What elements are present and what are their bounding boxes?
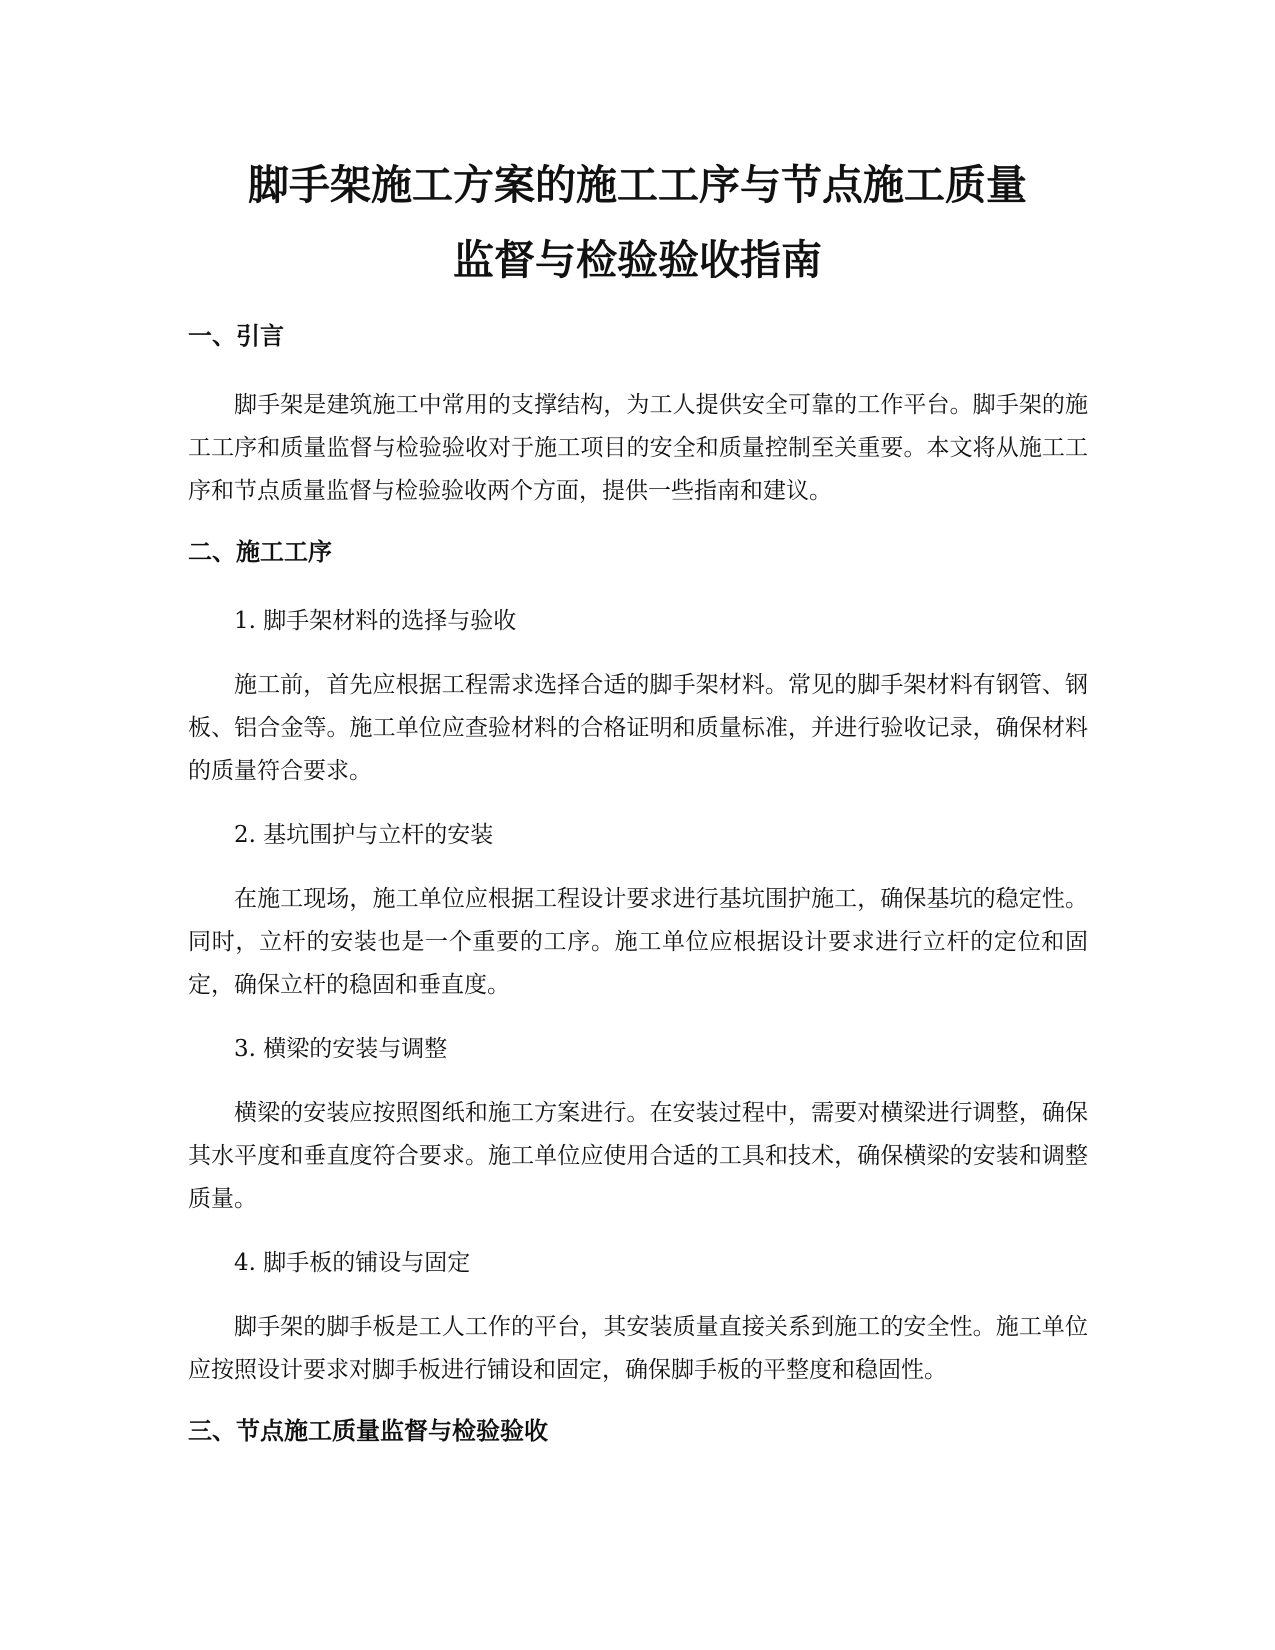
process-item-1-paragraph: 施工前，首先应根据工程需求选择合适的脚手架材料。常见的脚手架材料有钢管、钢板、铝合金等。施工单位应查验材料的合格证明和质量标准，并进行验收记录，确保材料的质量符合要求。 [188,672,1088,784]
process-item-1-title: 1. 脚手架材料的选择与验收 [234,608,517,634]
document-title [150,148,1125,298]
title-line-2: 监督与检验验收指南 [453,236,822,284]
process-item-2-title: 2. 基坑围护与立杆的安装 [234,822,494,848]
title-line-1: 脚手架施工方案的施工工序与节点施工质量 [248,161,1027,209]
section-heading-process: 二、施工工序 [188,538,332,566]
section-heading-quality: 三、节点施工质量监督与检验验收 [188,1417,548,1445]
intro-paragraph: 脚手架是建筑施工中常用的支撑结构，为工人提供安全可靠的工作平台。脚手架的施工工序和质量监督与检验验收对于施工项目的安全和质量控制至关重要。本文将从施工工序和节点质量监督与检验验收两个方面，提供一些指南和建议。 [188,392,1088,504]
process-item-3-paragraph: 横梁的安装应按照图纸和施工方案进行。在安装过程中，需要对横梁进行调整，确保其水平度和垂直度符合要求。施工单位应使用合适的工具和技术，确保横梁的安装和调整质量。 [188,1100,1088,1212]
document-body [188,318,1088,1479]
process-item-3-title: 3. 横梁的安装与调整 [234,1036,448,1062]
process-item-4-paragraph: 脚手架的脚手板是工人工作的平台，其安装质量直接关系到施工的安全性。施工单位应按照设计要求对脚手板进行铺设和固定，确保脚手板的平整度和稳固性。 [188,1314,1088,1383]
section-heading-intro: 一、引言 [188,322,284,350]
process-item-2-paragraph: 在施工现场，施工单位应根据工程设计要求进行基坑围护施工，确保基坑的稳定性。同时，立杆的安装也是一个重要的工序。施工单位应根据设计要求进行立杆的定位和固定，确保立杆的稳固和垂直度。 [188,886,1088,998]
process-item-4-title: 4. 脚手板的铺设与固定 [234,1250,471,1276]
